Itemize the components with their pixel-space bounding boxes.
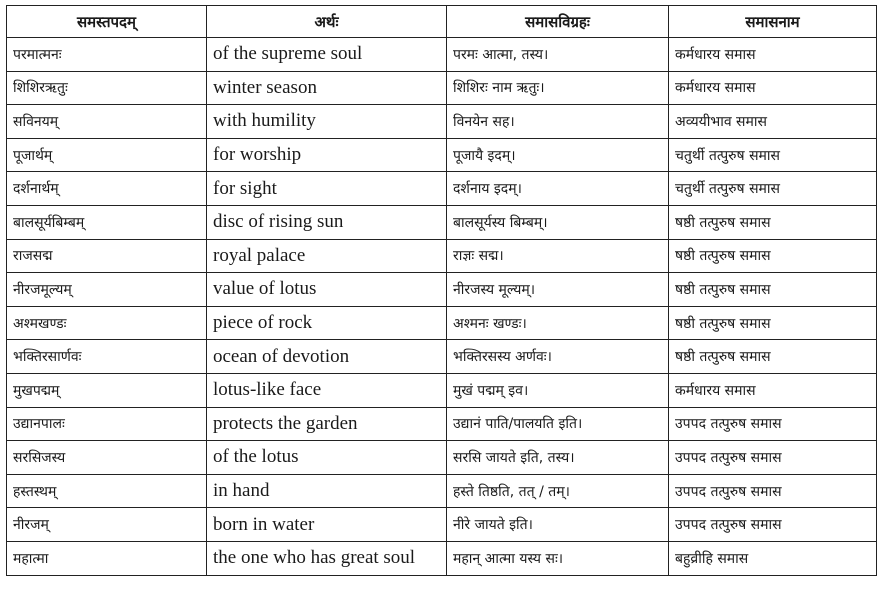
cell-compound-word: उद्यानपालः bbox=[7, 407, 207, 441]
cell-compound-type: चतुर्थी तत्पुरुष समास bbox=[669, 138, 877, 172]
cell-compound-type: षष्ठी तत्पुरुष समास bbox=[669, 306, 877, 340]
cell-dissolution: उद्यानं पाति/पालयति इति। bbox=[447, 407, 669, 441]
cell-meaning: born in water bbox=[207, 508, 447, 542]
table-row bbox=[7, 373, 877, 407]
cell-meaning: in hand bbox=[207, 474, 447, 508]
table-header bbox=[7, 6, 877, 38]
table-row bbox=[7, 239, 877, 273]
cell-meaning: ocean of devotion bbox=[207, 340, 447, 374]
cell-meaning: value of lotus bbox=[207, 273, 447, 307]
cell-dissolution: बालसूर्यस्य बिम्बम्। bbox=[447, 205, 669, 239]
cell-compound-type: बहुव्रीहि समास bbox=[669, 541, 877, 575]
table-row bbox=[7, 205, 877, 239]
cell-meaning: disc of rising sun bbox=[207, 205, 447, 239]
cell-compound-word: भक्तिरसार्णवः bbox=[7, 340, 207, 374]
cell-compound-type: उपपद तत्पुरुष समास bbox=[669, 441, 877, 475]
cell-dissolution: दर्शनाय इदम्। bbox=[447, 172, 669, 206]
cell-compound-word: नीरजम् bbox=[7, 508, 207, 542]
cell-compound-word: अश्मखण्डः bbox=[7, 306, 207, 340]
cell-meaning: protects the garden bbox=[207, 407, 447, 441]
table-row bbox=[7, 38, 877, 72]
cell-compound-word: पूजार्थम् bbox=[7, 138, 207, 172]
cell-compound-type: कर्मधारय समास bbox=[669, 71, 877, 105]
cell-compound-type: षष्ठी तत्पुरुष समास bbox=[669, 239, 877, 273]
cell-dissolution: नीरजस्य मूल्यम्। bbox=[447, 273, 669, 307]
header-row bbox=[7, 6, 877, 38]
cell-meaning: for sight bbox=[207, 172, 447, 206]
table-row bbox=[7, 508, 877, 542]
cell-compound-word: सविनयम् bbox=[7, 105, 207, 139]
cell-dissolution: भक्तिरसस्य अर्णवः। bbox=[447, 340, 669, 374]
table-row bbox=[7, 340, 877, 374]
table-row bbox=[7, 407, 877, 441]
cell-dissolution: महान् आत्मा यस्य सः। bbox=[447, 541, 669, 575]
cell-dissolution: परमः आत्मा, तस्य। bbox=[447, 38, 669, 72]
cell-meaning: with humility bbox=[207, 105, 447, 139]
cell-compound-word: मुखपद्मम् bbox=[7, 373, 207, 407]
cell-compound-word: नीरजमूल्यम् bbox=[7, 273, 207, 307]
cell-compound-word: राजसद्म bbox=[7, 239, 207, 273]
table-body bbox=[7, 38, 877, 576]
header-dissolution: समासविग्रहः bbox=[447, 6, 669, 38]
cell-dissolution: अश्मनः खण्डः। bbox=[447, 306, 669, 340]
cell-compound-type: कर्मधारय समास bbox=[669, 38, 877, 72]
table-row bbox=[7, 306, 877, 340]
table-row bbox=[7, 138, 877, 172]
cell-compound-type: षष्ठी तत्पुरुष समास bbox=[669, 340, 877, 374]
header-compound-type: समासनाम bbox=[669, 6, 877, 38]
table-row bbox=[7, 441, 877, 475]
cell-compound-type: चतुर्थी तत्पुरुष समास bbox=[669, 172, 877, 206]
header-meaning: अर्थः bbox=[207, 6, 447, 38]
cell-compound-word: हस्तस्थम् bbox=[7, 474, 207, 508]
cell-meaning: for worship bbox=[207, 138, 447, 172]
cell-meaning: of the supreme soul bbox=[207, 38, 447, 72]
cell-dissolution: राज्ञः सद्म। bbox=[447, 239, 669, 273]
cell-dissolution: सरसि जायते इति, तस्य। bbox=[447, 441, 669, 475]
cell-compound-word: शिशिरऋतुः bbox=[7, 71, 207, 105]
table-row bbox=[7, 71, 877, 105]
table-row bbox=[7, 474, 877, 508]
table-row bbox=[7, 273, 877, 307]
cell-meaning: lotus-like face bbox=[207, 373, 447, 407]
cell-dissolution: हस्ते तिष्ठति, तत् / तम्। bbox=[447, 474, 669, 508]
cell-compound-word: बालसूर्यबिम्बम् bbox=[7, 205, 207, 239]
cell-dissolution: मुखं पद्मम् इव। bbox=[447, 373, 669, 407]
cell-meaning: the one who has great soul bbox=[207, 541, 447, 575]
compound-table bbox=[6, 5, 877, 576]
cell-compound-word: सरसिजस्य bbox=[7, 441, 207, 475]
cell-compound-type: उपपद तत्पुरुष समास bbox=[669, 508, 877, 542]
cell-dissolution: शिशिरः नाम ऋतुः। bbox=[447, 71, 669, 105]
cell-meaning: piece of rock bbox=[207, 306, 447, 340]
cell-compound-type: षष्ठी तत्पुरुष समास bbox=[669, 273, 877, 307]
cell-meaning: winter season bbox=[207, 71, 447, 105]
cell-compound-type: उपपद तत्पुरुष समास bbox=[669, 474, 877, 508]
header-compound-word: समस्तपदम् bbox=[7, 6, 207, 38]
cell-compound-word: दर्शनार्थम् bbox=[7, 172, 207, 206]
cell-meaning: of the lotus bbox=[207, 441, 447, 475]
table-row bbox=[7, 541, 877, 575]
cell-compound-type: कर्मधारय समास bbox=[669, 373, 877, 407]
cell-compound-type: अव्ययीभाव समास bbox=[669, 105, 877, 139]
cell-dissolution: पूजायै इदम्। bbox=[447, 138, 669, 172]
cell-compound-word: महात्मा bbox=[7, 541, 207, 575]
cell-dissolution: विनयेन सह। bbox=[447, 105, 669, 139]
cell-meaning: royal palace bbox=[207, 239, 447, 273]
compound-table-container bbox=[6, 5, 876, 576]
table-row bbox=[7, 172, 877, 206]
cell-compound-type: उपपद तत्पुरुष समास bbox=[669, 407, 877, 441]
table-row bbox=[7, 105, 877, 139]
cell-dissolution: नीरे जायते इति। bbox=[447, 508, 669, 542]
cell-compound-type: षष्ठी तत्पुरुष समास bbox=[669, 205, 877, 239]
cell-compound-word: परमात्मनः bbox=[7, 38, 207, 72]
